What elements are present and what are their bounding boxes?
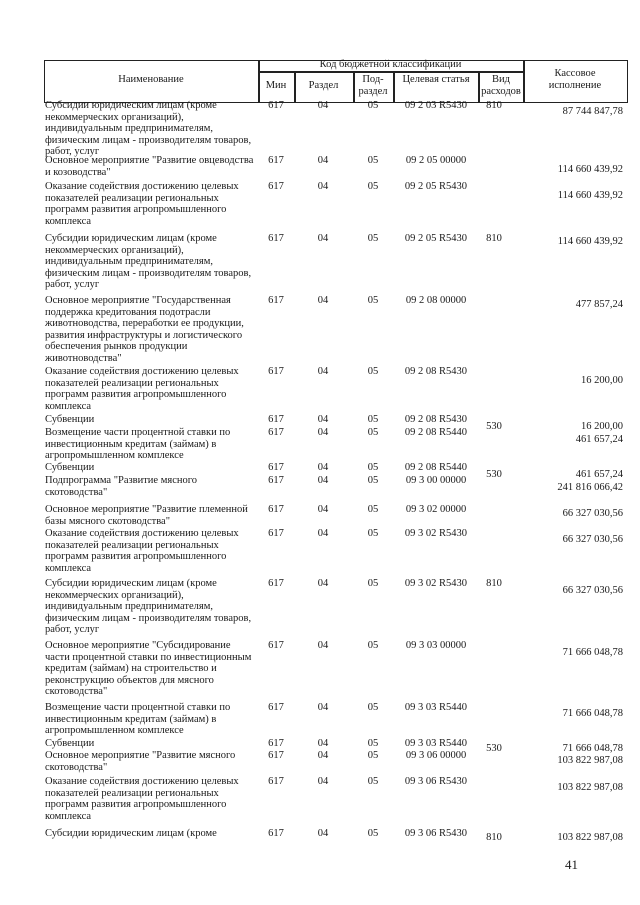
row-name: Субвенции [45,414,95,425]
header-group: Код бюджетной классификации [319,59,462,70]
row-type: 810 [486,100,502,111]
row-target: 09 3 06 R5430 [404,828,468,839]
row-section: 04 [317,414,329,425]
row-subsection: 05 [367,475,379,486]
row-subsection: 05 [367,181,379,192]
row-name: Субсидии юридическим лицам (кроме некоммерческих организаций), индивидуальным предпринимателям, физическим лицам - производителям товаров, работ, услуг [45,578,252,636]
row-name: Основное мероприятие "Развитие овцеводства и козоводства" [45,155,254,178]
row-min: 617 [268,776,284,787]
row-amount: 241 816 066,42 [557,482,623,493]
row-amount: 71 666 048,78 [562,708,623,719]
row-min: 617 [268,155,284,166]
row-name: Оказание содействия достижению целевых показателей реализации региональных программ развития агропромышленного комплекса [45,366,239,412]
row-section: 04 [317,578,329,589]
row-target: 09 2 08 R5430 [404,366,468,377]
row-section: 04 [317,427,329,438]
row-name: Основное мероприятие "Развитие племенной базы мясного скотоводства" [45,504,248,527]
row-type: 810 [486,578,502,589]
row-min: 617 [268,738,284,749]
row-target: 09 2 08 R5430 [404,414,468,425]
row-subsection: 05 [367,100,379,111]
page-number: 41 [565,857,578,872]
row-section: 04 [317,776,329,787]
row-name: Оказание содействия достижению целевых показателей реализации региональных программ развития агропромышленного комплекса [45,181,239,227]
row-min: 617 [268,640,284,651]
row-section: 04 [317,155,329,166]
row-min: 617 [268,528,284,539]
row-min: 617 [268,475,284,486]
row-name: Субсидии юридическим лицам (кроме [45,828,217,839]
row-name: Основное мероприятие "Государственная поддержка кредитования подотрасли животноводства, переработки ее продукции, развития инфраструктуры и логистического обеспечения рынков продукции животноводства" [45,295,244,364]
row-subsection: 05 [367,578,379,589]
row-target: 09 2 08 00000 [405,295,467,306]
header-section: Раздел [308,80,339,91]
row-subsection: 05 [367,295,379,306]
row-amount: 114 660 439,92 [557,164,623,175]
row-section: 04 [317,475,329,486]
row-name: Подпрограмма "Развитие мясного скотоводства" [45,475,198,498]
row-subsection: 05 [367,155,379,166]
row-amount: 66 327 030,56 [562,534,623,545]
row-section: 04 [317,181,329,192]
row-target: 09 3 02 R5430 [404,578,468,589]
row-subsection: 05 [367,776,379,787]
row-min: 617 [268,414,284,425]
row-target: 09 3 03 R5440 [404,738,468,749]
row-subsection: 05 [367,462,379,473]
row-name: Основное мероприятие "Субсидирование части процентной ставки по инвестиционным кредитам (займам) на строительство и реконструкцию объектов для мясного скотоводства" [45,640,252,698]
row-section: 04 [317,504,329,515]
row-amount: 16 200,00 [581,421,623,432]
row-subsection: 05 [367,414,379,425]
row-type: 530 [486,743,502,754]
row-amount: 477 857,24 [575,299,623,310]
row-amount: 66 327 030,56 [562,508,623,519]
row-name: Основное мероприятие "Развитие мясного скотоводства" [45,750,236,773]
row-min: 617 [268,578,284,589]
row-target: 09 2 05 R5430 [404,181,468,192]
row-subsection: 05 [367,366,379,377]
row-amount: 103 822 987,08 [557,832,623,843]
row-target: 09 3 06 R5430 [404,776,468,787]
row-min: 617 [268,828,284,839]
row-min: 617 [268,750,284,761]
row-min: 617 [268,366,284,377]
row-section: 04 [317,828,329,839]
row-section: 04 [317,295,329,306]
row-name: Возмещение части процентной ставки по инвестиционным кредитам (займам) в агропромышленном комплексе [45,427,231,462]
row-section: 04 [317,528,329,539]
row-subsection: 05 [367,528,379,539]
row-subsection: 05 [367,233,379,244]
row-min: 617 [268,504,284,515]
header-subsection: Под-раздел [358,74,388,97]
row-name: Субсидии юридическим лицам (кроме некоммерческих организаций), индивидуальным предпринимателям, физическим лицам - производителям товаров, работ, услуг [45,100,252,158]
row-type: 530 [486,421,502,432]
row-min: 617 [268,295,284,306]
row-type: 530 [486,469,502,480]
row-section: 04 [317,100,329,111]
row-type: 810 [486,832,502,843]
row-section: 04 [317,366,329,377]
header-name: Наименование [118,74,184,85]
row-section: 04 [317,702,329,713]
row-target: 09 3 00 00000 [405,475,467,486]
row-min: 617 [268,702,284,713]
row-target: 09 2 05 00000 [405,155,467,166]
row-subsection: 05 [367,702,379,713]
row-amount: 461 657,24 [575,469,623,480]
row-amount: 71 666 048,78 [562,743,623,754]
row-subsection: 05 [367,504,379,515]
row-section: 04 [317,750,329,761]
row-amount: 66 327 030,56 [562,585,623,596]
row-target: 09 3 03 00000 [405,640,467,651]
row-target: 09 2 08 R5440 [404,427,468,438]
row-name: Субсидии юридическим лицам (кроме некоммерческих организаций), индивидуальным предпринимателям, физическим лицам - производителям товаров, работ, услуг [45,233,252,291]
row-section: 04 [317,233,329,244]
header-type: Вид расходов [481,74,521,97]
row-amount: 461 657,24 [575,434,623,445]
row-amount: 16 200,00 [581,375,623,386]
row-name: Субвенции [45,738,95,749]
row-target: 09 2 03 R5430 [404,100,468,111]
row-subsection: 05 [367,640,379,651]
row-target: 09 2 08 R5440 [404,462,468,473]
row-min: 617 [268,427,284,438]
row-subsection: 05 [367,738,379,749]
header-amount: Кассовое исполнение [548,68,602,91]
row-section: 04 [317,462,329,473]
row-type: 810 [486,233,502,244]
row-name: Оказание содействия достижению целевых показателей реализации региональных программ развития агропромышленного комплекса [45,528,239,574]
row-subsection: 05 [367,750,379,761]
row-subsection: 05 [367,427,379,438]
row-amount: 71 666 048,78 [562,647,623,658]
row-name: Оказание содействия достижению целевых показателей реализации региональных программ развития агропромышленного комплекса [45,776,239,822]
row-name: Возмещение части процентной ставки по инвестиционным кредитам (займам) в агропромышленном комплексе [45,702,231,737]
header-target: Целевая статья [402,74,470,85]
header-min: Мин [265,80,287,91]
row-min: 617 [268,100,284,111]
row-target: 09 3 06 00000 [405,750,467,761]
row-min: 617 [268,462,284,473]
row-amount: 103 822 987,08 [557,782,623,793]
row-min: 617 [268,233,284,244]
row-section: 04 [317,640,329,651]
row-amount: 103 822 987,08 [557,755,623,766]
row-amount: 87 744 847,78 [562,106,623,117]
row-min: 617 [268,181,284,192]
row-target: 09 3 03 R5440 [404,702,468,713]
row-amount: 114 660 439,92 [557,190,623,201]
row-name: Субвенции [45,462,95,473]
row-subsection: 05 [367,828,379,839]
row-target: 09 3 02 R5430 [404,528,468,539]
row-section: 04 [317,738,329,749]
row-target: 09 3 02 00000 [405,504,467,515]
row-target: 09 2 05 R5430 [404,233,468,244]
row-amount: 114 660 439,92 [557,236,623,247]
